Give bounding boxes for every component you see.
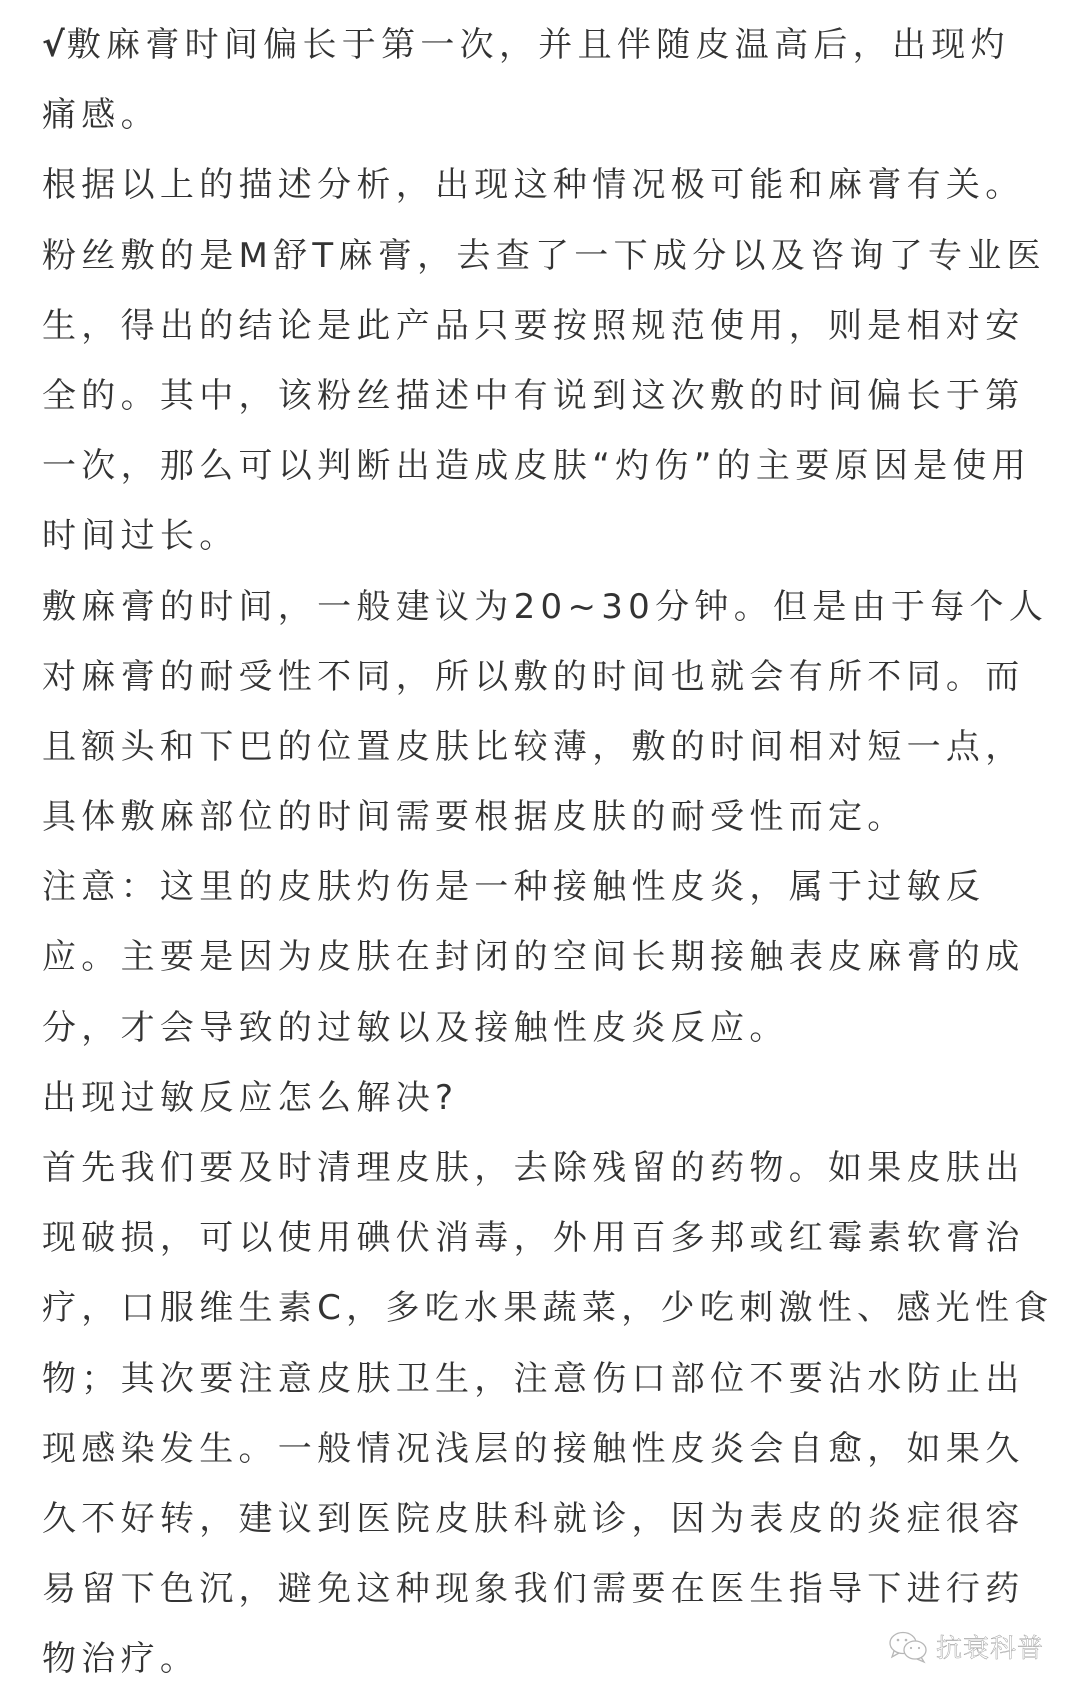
watermark-text: 抗衰科普 xyxy=(936,1634,1045,1664)
paragraph-line: 分，才会导致的过敏以及接触性皮炎反应。 xyxy=(42,1007,789,1048)
checkmark-icon: √ xyxy=(42,25,65,65)
paragraph-line: 现感染发生。一般情况浅层的接触性皮炎会自愈，如果久 xyxy=(42,1428,1025,1469)
paragraph-line: 现破损，可以使用碘伏消毒，外用百多邦或红霉素软膏治 xyxy=(42,1218,1025,1259)
line-text: 敷麻膏时间偏长于第一次，并且伴随皮温高后，出现灼 xyxy=(66,25,1010,65)
paragraph-line: 且额头和下巴的位置皮肤比较薄，敷的时间相对短一点， xyxy=(42,726,1025,767)
paragraph-line: 一次，那么可以判断出造成皮肤“灼伤”的主要原因是使用 xyxy=(42,446,1032,487)
paragraph-line: 疗，口服维生素C，多吃水果蔬菜，少吃刺激性、感光性食 xyxy=(42,1288,1054,1329)
paragraph-line: 全的。其中，该粉丝描述中有说到这次敷的时间偏长于第 xyxy=(42,375,1025,416)
section-heading: 出现过敏反应怎么解决? xyxy=(42,1077,459,1118)
paragraph-line xyxy=(42,10,1052,80)
paragraph-line: 粉丝敷的是M舒T麻膏，去查了一下成分以及咨询了专业医 xyxy=(42,235,1046,276)
paragraph-line: 痛感。 xyxy=(42,95,160,136)
paragraph-line: 注意：这里的皮肤灼伤是一种接触性皮炎，属于过敏反 xyxy=(42,867,986,908)
paragraph-line: 根据以上的描述分析，出现这种情况极可能和麻膏有关。 xyxy=(42,165,1025,206)
paragraph-line: 物治疗。 xyxy=(42,1639,200,1680)
paragraph-line: 对麻膏的耐受性不同，所以敷的时间也就会有所不同。而 xyxy=(42,656,1025,697)
paragraph-line: 易留下色沉，避免这种现象我们需要在医生指导下进行药 xyxy=(42,1569,1025,1610)
paragraph-line: 首先我们要及时清理皮肤，去除残留的药物。如果皮肤出 xyxy=(42,1148,1025,1188)
paragraph-line: 物；其次要注意皮肤卫生，注意伤口部位不要沾水防止出 xyxy=(42,1358,1025,1399)
paragraph-line: 时间过长。 xyxy=(42,516,239,557)
article-body xyxy=(42,10,1052,1695)
watermark xyxy=(888,1628,1044,1665)
paragraph-line: 敷麻膏的时间，一般建议为20~30分钟。但是由于每个人 xyxy=(42,586,1049,627)
paragraph-line: 久不好转，建议到医院皮肤科就诊，因为表皮的炎症很容 xyxy=(42,1498,1025,1539)
wechat-icon xyxy=(888,1630,930,1664)
paragraph-line: 应。主要是因为皮肤在封闭的空间长期接触表皮麻膏的成 xyxy=(42,937,1025,978)
paragraph-line: 具体敷麻部位的时间需要根据皮肤的耐受性而定。 xyxy=(42,797,907,838)
paragraph-line: 生，得出的结论是此产品只要按照规范使用，则是相对安 xyxy=(42,305,1025,346)
